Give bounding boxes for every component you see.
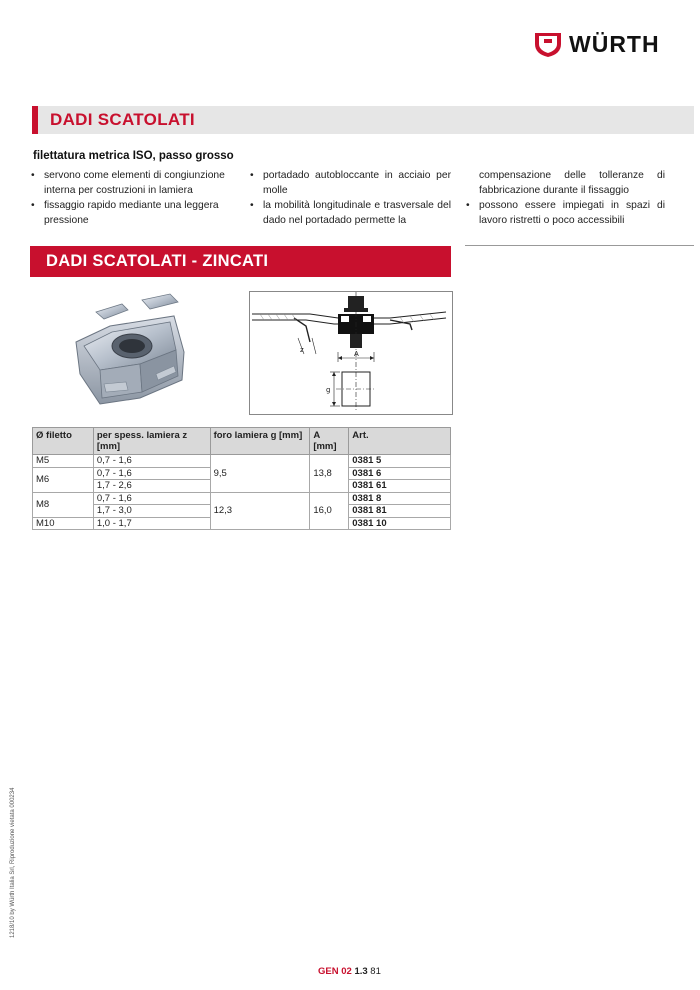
- copyright-note: 1218/10 by Würth Italia Srl, Riproduzione vietata 000234: [10, 787, 16, 938]
- dimension-z-label: z: [300, 346, 304, 354]
- header-thickness: per spess. lamiera z [mm]: [93, 428, 210, 455]
- section-header: [32, 106, 694, 134]
- cell-hole: 9,5: [210, 455, 310, 493]
- bullet-item: • fissaggio rapido mediante una leggera pressione: [30, 198, 238, 228]
- bullet-item: • portadado autobloccante in acciaio per molle: [249, 168, 451, 198]
- cell-thread: M8: [33, 492, 94, 517]
- bullet-item: • servono come elementi di congiunzione interna per costruzioni in lamiera: [30, 168, 238, 198]
- wurth-logo-icon: [533, 30, 563, 58]
- continued-text: compensazione delle tolleranze di fabbricazione durante il fissaggio: [479, 170, 665, 196]
- spec-table: [32, 427, 451, 530]
- cell-article: 0381 61: [349, 480, 451, 493]
- header-hole: foro lamiera g [mm]: [210, 428, 310, 455]
- cage-nut-photo: [70, 292, 198, 412]
- dimension-a-label: A: [354, 350, 359, 358]
- table-row: [33, 492, 451, 505]
- cell-a: 16,0: [310, 492, 349, 530]
- cell-article: 0381 81: [349, 505, 451, 518]
- page-number: 81: [370, 966, 381, 977]
- dimension-g-label: g: [326, 386, 331, 394]
- product-banner: [30, 246, 451, 277]
- footer-section: GEN 02: [318, 966, 352, 977]
- cell-thread: M5: [33, 455, 94, 468]
- cell-article: 0381 10: [349, 517, 451, 530]
- cell-article: 0381 6: [349, 467, 451, 480]
- cell-thread: M6: [33, 467, 94, 492]
- cell-a: 13,8: [310, 455, 349, 493]
- table-row: [33, 455, 451, 468]
- section-accent: [32, 106, 38, 134]
- footer-chapter: 1.3: [354, 966, 368, 977]
- cell-thickness: 0,7 - 1,6: [93, 455, 210, 468]
- page-footer: [318, 966, 381, 977]
- cell-thread: M10: [33, 517, 94, 530]
- brand-name: WÜRTH: [569, 30, 660, 57]
- table-header-row: [33, 428, 451, 455]
- intro-column-2: [249, 168, 451, 228]
- intro-column-3: [465, 168, 665, 228]
- cell-article: 0381 8: [349, 492, 451, 505]
- cell-thickness: 0,7 - 1,6: [93, 492, 210, 505]
- wurth-logo: [533, 30, 660, 58]
- column-divider: [465, 245, 694, 246]
- intro-column-1: [30, 168, 238, 228]
- cell-thickness: 1,0 - 1,7: [93, 517, 210, 530]
- cell-thickness: 1,7 - 2,6: [93, 480, 210, 493]
- intro-subtitle: filettatura metrica ISO, passo grosso: [33, 150, 234, 162]
- bullet-item: • possono essere impiegati in spazi di lavoro ristretti o poco accessibili: [465, 198, 665, 228]
- header-article: Art.: [349, 428, 451, 455]
- product-title: DADI SCATOLATI - ZINCATI: [46, 252, 269, 270]
- cell-hole: 12,3: [210, 492, 310, 530]
- cell-thickness: 1,7 - 3,0: [93, 505, 210, 518]
- bullet-item: • la mobilità longitudinale e trasversale del dado nel portadado permette la: [249, 198, 451, 228]
- section-title: DADI SCATOLATI: [50, 110, 195, 129]
- cell-article: 0381 5: [349, 455, 451, 468]
- cage-nut-technical-drawing: [249, 291, 453, 415]
- cell-thickness: 0,7 - 1,6: [93, 467, 210, 480]
- header-a: A [mm]: [310, 428, 349, 455]
- header-thread: Ø filetto: [33, 428, 94, 455]
